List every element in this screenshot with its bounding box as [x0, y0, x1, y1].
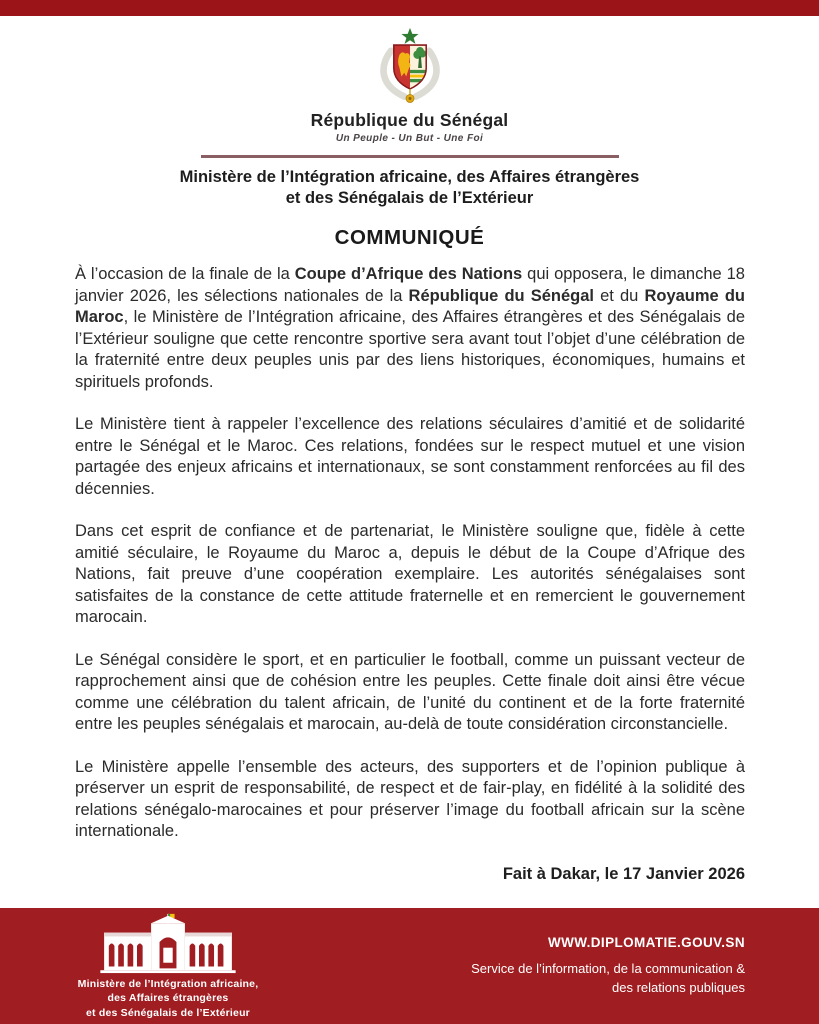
- footer-ministry-name: [78, 977, 259, 1020]
- footer-band: [0, 908, 819, 1024]
- ministry-building-icon: [88, 912, 248, 974]
- text-segment: Dans cet esprit de confiance et de partenariat, le Ministère souligne que, fidèle à cette amitié séculaire, le Royaume du Maroc a, depuis le début de la Coupe d’Afrique des Nations, fait preuve d’une coopération exemplaire. Les autorités sénégalaises sont satisfaites de la constance de cette attitude fraternelle et en remercient le gouvernement marocain.: [75, 522, 745, 626]
- body-paragraph: [75, 264, 745, 393]
- footer-contact-block: [471, 935, 745, 996]
- body-paragraph: [75, 414, 745, 500]
- document-title: COMMUNIQUÉ: [334, 226, 485, 249]
- footer-service-name: [471, 960, 745, 996]
- footer-service-line2: des relations publiques: [612, 979, 745, 995]
- body-paragraph: [75, 521, 745, 629]
- text-segment: Coupe d’Afrique des Nations: [294, 265, 523, 283]
- header-divider-line: [201, 155, 619, 158]
- republic-title: République du Sénégal: [310, 110, 509, 130]
- body-paragraphs: [75, 264, 745, 843]
- ministry-title: [0, 167, 819, 208]
- text-segment: Le Ministère appelle l’ensemble des acteurs, des supporters et de l’opinion publique à préserver un esprit de responsabilité, de respect et de fair-play, en fidélité à la solidité des relations sénégalo-marocaines et pour préserver l’image du football africain sur la scène internationale.: [75, 757, 745, 840]
- text-segment: Royaume du Maroc: [75, 286, 745, 326]
- dateline: Fait à Dakar, le 17 Janvier 2026: [502, 864, 745, 883]
- footer-ministry-line1: Ministère de l’Intégration africaine,: [77, 978, 259, 991]
- footer-ministry-line2: des Affaires étrangères: [107, 992, 229, 1005]
- senegal-coat-of-arms-icon: [362, 26, 458, 108]
- body-text: [75, 264, 745, 885]
- ministry-title-line1: Ministère de l’Intégration africaine, des Affaires étrangères: [179, 168, 640, 186]
- footer-ministry-line3: et des Sénégalais de l’Extérieur: [86, 1006, 250, 1019]
- text-segment: et du: [594, 286, 645, 305]
- top-red-band: [0, 0, 819, 16]
- body-paragraph: [75, 650, 745, 736]
- green-star-icon: [401, 28, 418, 44]
- text-segment: qui opposera, le dimanche 18 janvier 2026, les sélections nationales de la: [75, 265, 745, 305]
- body-paragraph: [75, 757, 745, 843]
- text-segment: République du Sénégal: [408, 286, 595, 305]
- text-segment: Le Ministère tient à rappeler l’excellence des relations séculaires d’amitié et de solidarité entre le Sénégal et le Maroc. Ces relations, fondées sur le respect mutuel et une vision partagée des enjeux africains et internationaux, se sont constamment renforcées au fil des décennies.: [75, 415, 745, 498]
- text-segment: , le Ministère de l’Intégration africaine, des Affaires étrangères et des Sénégalais de l’Extérieur souligne que cette rencontre sportive sera avant tout l’objet d’une célébration de la fraternité entre deux peuples unis par des liens historiques, économiques, humains et spirituels profonds.: [75, 308, 745, 391]
- national-motto: Un Peuple - Un But - Une Foi: [335, 133, 484, 144]
- website-url: WWW.DIPLOMATIE.GOUV.SN: [547, 935, 745, 951]
- text-segment: À l’occasion de la finale de la: [75, 265, 295, 283]
- text-segment: Le Sénégal considère le sport, et en particulier le football, comme un puissant vecteur de rapprochement ainsi que de cohésion entre les peuples. Cette finale doit ainsi être vécue comme une célébration du talent africain, de l’unité du continent et de la forte fraternité entre les peuples sénégalais et marocain, au-delà de toute considération circonstancielle.: [75, 650, 745, 733]
- footer-ministry-block: [48, 912, 288, 1020]
- footer-service-line1: Service de l’information, de la communication &: [471, 961, 745, 977]
- document-header: [0, 16, 819, 208]
- ministry-title-line2: et des Sénégalais de l’Extérieur: [285, 188, 534, 207]
